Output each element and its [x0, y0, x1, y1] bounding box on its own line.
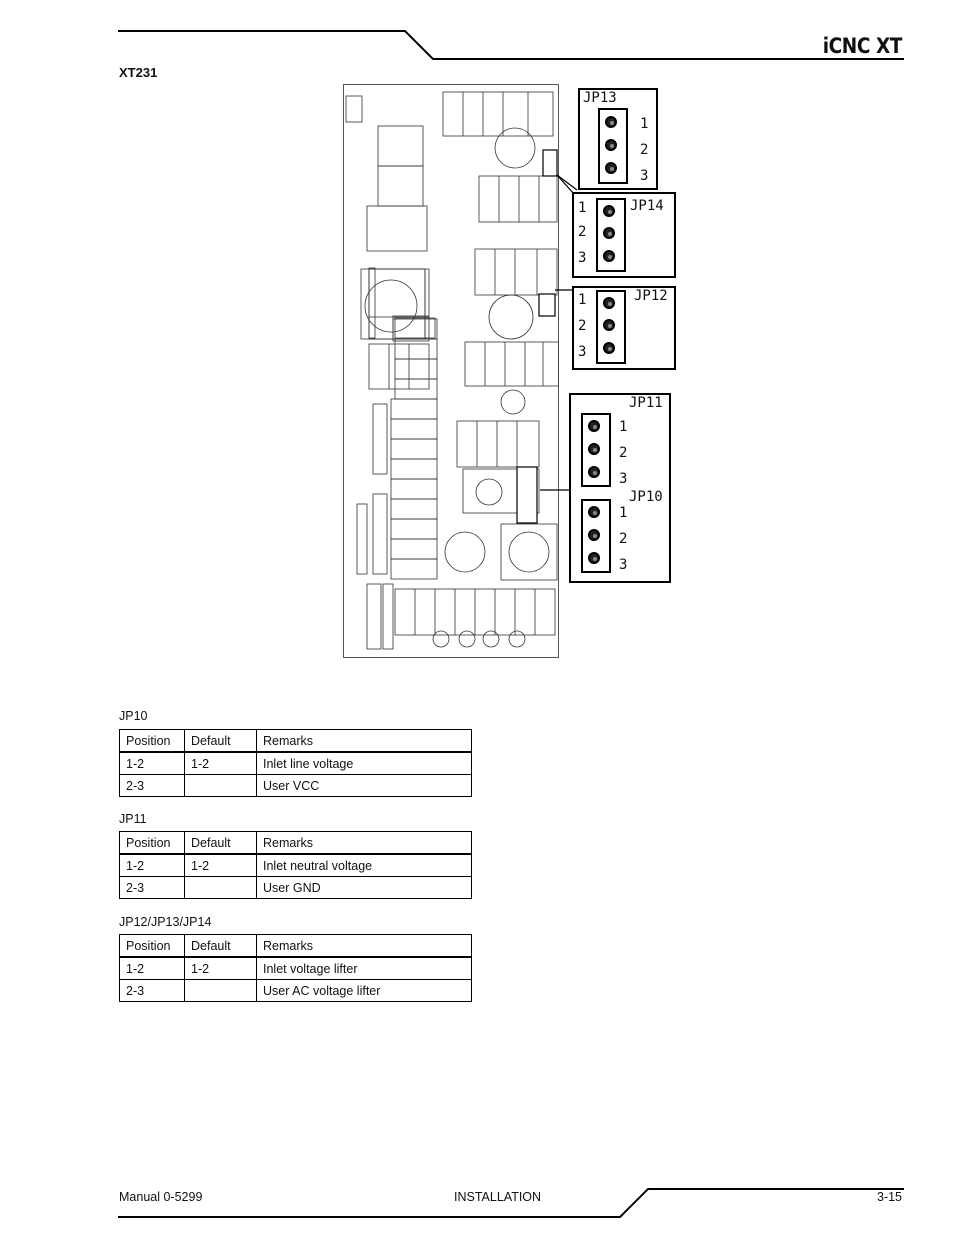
jp13-callout — [578, 88, 658, 190]
table-row — [120, 877, 472, 899]
table-cell: 2-3 — [120, 775, 185, 797]
jp10-table — [119, 729, 472, 797]
jp11-pin-number: 1 — [619, 419, 628, 435]
jp12-pin-icon — [603, 319, 615, 331]
column-header: Default — [185, 935, 257, 958]
table-caption: JP11 — [119, 812, 147, 826]
jp13-pin-number: 1 — [640, 116, 649, 132]
table-cell: 1-2 — [120, 957, 185, 980]
jp11-pin-icon — [588, 466, 600, 478]
jp12-pin-header — [596, 290, 626, 364]
table-cell: 1-2 — [185, 752, 257, 775]
jp12-pin-icon — [603, 297, 615, 309]
jp10-pin-number: 1 — [619, 505, 628, 521]
jp12-pin-number: 2 — [578, 318, 587, 334]
column-header: Remarks — [257, 832, 472, 855]
table-cell: User VCC — [257, 775, 472, 797]
jp11-jp10-callout — [569, 393, 671, 583]
table-header-row — [120, 935, 472, 958]
jp10-pin-icon — [588, 552, 600, 564]
jp13-pin-icon — [605, 162, 617, 174]
table-cell: 2-3 — [120, 980, 185, 1002]
table-cell: 1-2 — [185, 957, 257, 980]
jp14-label: JP14 — [630, 198, 664, 214]
jp11-pin-icon — [588, 420, 600, 432]
table-cell: User AC voltage lifter — [257, 980, 472, 1002]
jp14-pin-header — [596, 198, 626, 272]
jp14-pin-number: 3 — [578, 250, 587, 266]
jp10-pin-number: 3 — [619, 557, 628, 573]
table-cell: Inlet neutral voltage — [257, 854, 472, 877]
table-row — [120, 854, 472, 877]
jp14-pin-icon — [603, 205, 615, 217]
jp14-pin-icon — [603, 227, 615, 239]
jp13-pin-header — [598, 108, 628, 184]
jp12-jp13-jp14-table — [119, 934, 472, 1002]
jp11-table — [119, 831, 472, 899]
table-cell: 1-2 — [185, 854, 257, 877]
jp12-label: JP12 — [634, 288, 668, 304]
jp13-pin-icon — [605, 116, 617, 128]
jp14-callout — [572, 192, 676, 278]
jp12-callout — [572, 286, 676, 370]
footer-page-number: 3-15 — [876, 1190, 902, 1204]
footer-section-name: INSTALLATION — [454, 1190, 542, 1204]
table-cell — [185, 980, 257, 1002]
pcb-board-diagram — [343, 84, 559, 658]
table-cell: 2-3 — [120, 877, 185, 899]
table-cell — [185, 877, 257, 899]
table-row — [120, 980, 472, 1002]
table-cell: 1-2 — [120, 854, 185, 877]
section-title: XT231 — [119, 65, 158, 80]
jp11-label: JP11 — [629, 395, 663, 411]
table-header-row — [120, 730, 472, 753]
jp14-pin-number: 1 — [578, 200, 587, 216]
table-caption: JP12/JP13/JP14 — [119, 915, 212, 929]
jp14-pin-number: 2 — [578, 224, 587, 240]
table-row — [120, 957, 472, 980]
jp10-pin-icon — [588, 529, 600, 541]
table-header-row — [120, 832, 472, 855]
jp13-pin-number: 2 — [640, 142, 649, 158]
table-cell: User GND — [257, 877, 472, 899]
jp12-pin-number: 3 — [578, 344, 587, 360]
table-row — [120, 752, 472, 775]
column-header: Default — [185, 832, 257, 855]
jp10-label: JP10 — [629, 489, 663, 505]
column-header: Remarks — [257, 730, 472, 753]
jp12-pin-icon — [603, 342, 615, 354]
table-cell: Inlet line voltage — [257, 752, 472, 775]
jp11-pin-header — [581, 413, 611, 487]
footer-manual-number: Manual 0-5299 — [119, 1190, 203, 1204]
jp14-pin-icon — [603, 250, 615, 262]
jp13-pin-icon — [605, 139, 617, 151]
jp12-pin-number: 1 — [578, 292, 587, 308]
header-rule — [118, 30, 904, 60]
brand-title: iCNC XT — [822, 34, 902, 58]
jp10-pin-header — [581, 499, 611, 573]
jp10-pin-icon — [588, 506, 600, 518]
jp13-pin-number: 3 — [640, 168, 649, 184]
jp11-pin-number: 2 — [619, 445, 628, 461]
jp11-pin-icon — [588, 443, 600, 455]
table-caption: JP10 — [119, 709, 148, 723]
column-header: Position — [120, 935, 185, 958]
jp10-pin-number: 2 — [619, 531, 628, 547]
table-cell: Inlet voltage lifter — [257, 957, 472, 980]
column-header: Position — [120, 832, 185, 855]
jp11-pin-number: 3 — [619, 471, 628, 487]
column-header: Default — [185, 730, 257, 753]
jp13-label: JP13 — [583, 90, 617, 106]
table-cell: 1-2 — [120, 752, 185, 775]
table-row — [120, 775, 472, 797]
column-header: Remarks — [257, 935, 472, 958]
column-header: Position — [120, 730, 185, 753]
table-cell — [185, 775, 257, 797]
